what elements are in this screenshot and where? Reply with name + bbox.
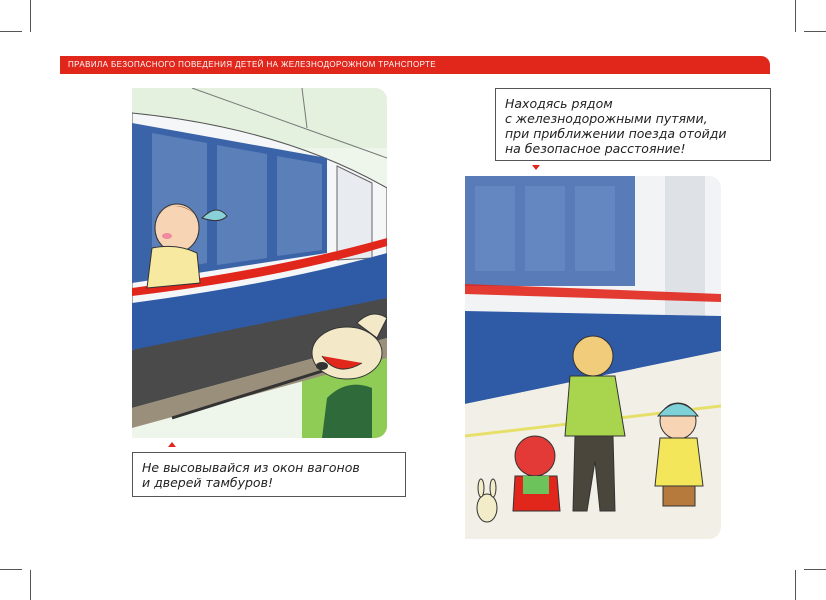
caption-line: на безопасное расстояние! xyxy=(505,141,686,156)
right-caption xyxy=(495,88,771,161)
crop-mark xyxy=(0,31,22,32)
caption-line: Находясь рядом xyxy=(505,96,613,111)
crop-mark xyxy=(30,0,31,32)
crop-mark xyxy=(804,569,826,570)
caption-pointer xyxy=(168,442,176,447)
caption-line: при приближении поезда отойди xyxy=(505,126,727,141)
crop-mark xyxy=(795,570,796,600)
caption-line: Не высовывайся из окон вагонов xyxy=(142,460,360,475)
right-illustration xyxy=(465,176,721,539)
caption-pointer xyxy=(532,165,540,170)
caption-line: и дверей тамбуров! xyxy=(142,475,273,490)
page-title: ПРАВИЛА БЕЗОПАСНОГО ПОВЕДЕНИЯ ДЕТЕЙ НА ЖЕЛЕЗНОДОРОЖНОМ ТРАНСПОРТЕ xyxy=(68,60,437,69)
crop-mark xyxy=(804,31,826,32)
adult-and-children-standing-back-from-train-icon xyxy=(465,176,721,539)
crop-mark xyxy=(30,570,31,600)
left-illustration xyxy=(132,88,387,438)
crop-mark xyxy=(795,0,796,32)
boy-leaning-out-train-window-icon xyxy=(132,88,387,438)
caption-line: с железнодорожными путями, xyxy=(505,111,708,126)
crop-mark xyxy=(0,569,22,570)
left-caption xyxy=(132,452,406,497)
